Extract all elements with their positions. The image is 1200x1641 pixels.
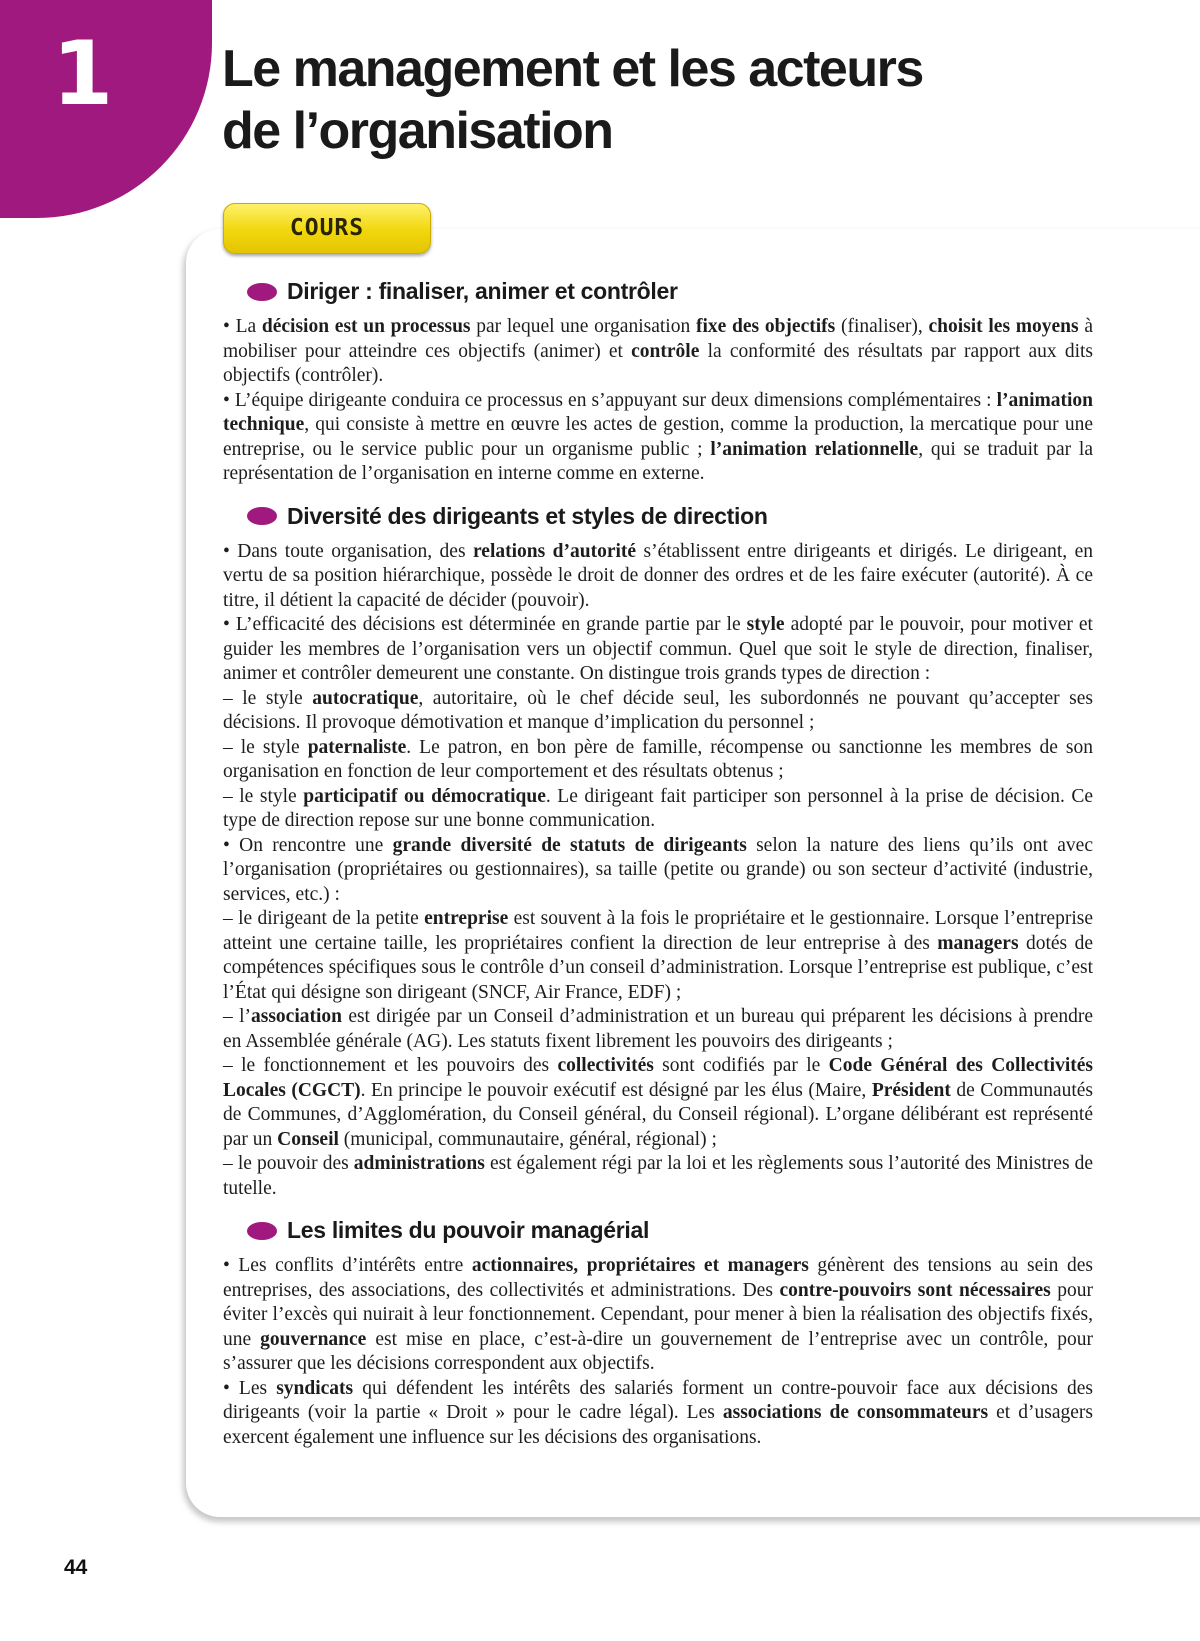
section-title (247, 503, 1093, 530)
paragraph: • On rencontre une grande diversité de statuts de dirigeants selon la nature des liens qu’ils ont avec l’organisation (propriétaires ou gestionnaires), sa taille (petite ou grande) ou son secteur d’activité (industrie, services, etc.) : (223, 834, 1093, 905)
course-content (223, 278, 1093, 1450)
bullet-dot-icon (247, 507, 277, 525)
paragraph: • La décision est un processus par lequel une organisation fixe des objectifs (finaliser), choisit les moyens à mobiliser pour atteindre ces objectifs (animer) et contrôle la conformité des résultats par rapport aux dits objectifs (contrôler). (223, 316, 1094, 386)
paragraph: • Les conflits d’intérêts entre actionnaires, propriétaires et managers génèrent des tensions au sein des entreprises, des associations, des collectivités et administrations. Des contre-pouvoirs sont nécessaires pour éviter l’excès qui nuirait à leur fonctionnement. Cependant, pour mener à bien la réalisation des objectifs fixés, une gouvernance est mise en place, c’est-à-dire un gouvernement de l’entreprise avec un contrôle, pour s’assurer que les décisions correspondent aux objectifs. (223, 1255, 1094, 1374)
section-title (247, 1217, 1093, 1244)
page-number: 44 (64, 1556, 88, 1579)
section-diriger (223, 278, 1093, 487)
paragraph: – le style paternaliste. Le patron, en bon père de famille, récompense ou sanctionne les membres de son organisation en fonction de leur comportement et des résultats obtenus ; (223, 736, 1093, 782)
paragraph: – le fonctionnement et les pouvoirs des collectivités sont codifiés par le Code Général des Collectivités Locales (CGCT). En principe le pouvoir exécutif est désigné par les élus (Maire, Président de Communautés de Communes, d’Agglomération, du Conseil général, du Conseil régional). L’organe délibérant est représenté par un Conseil (municipal, communautaire, général, régional) ; (223, 1055, 1093, 1150)
paragraph: • Dans toute organisation, des relations d’autorité s’établissent entre dirigeants et dirigés. Le dirigeant, en vertu de sa position hiérarchique, possède le droit de donner des ordres et de les faire exécuter (autorité). À ce titre, il détient la capacité de décider (pouvoir). (223, 540, 1093, 611)
page-title-line-2: de l’organisation (222, 102, 613, 160)
paragraph: – le style autocratique, autoritaire, où le chef décide seul, les subordonnés ne pouvant qu’accepter ses décisions. Il provoque démotivation et manque d’implication du personnel ; (223, 687, 1093, 733)
paragraph: • L’efficacité des décisions est déterminée en grande partie par le style adopté par le pouvoir, pour motiver et guider les membres de l’organisation vers un objectif commun. Quel que soit le style de direction, finaliser, animer et contrôler demeurent une constante. On distingue trois grands types de direction : (223, 614, 1093, 684)
page-title-line-1: Le management et les acteurs (222, 40, 923, 98)
section-limites (223, 1217, 1093, 1450)
paragraph: – le pouvoir des administrations est également régi par la loi et les règlements sous l’autorité des Ministres de tutelle. (223, 1153, 1094, 1199)
paragraph: – l’association est dirigée par un Conseil d’administration et un bureau qui préparent les décisions à prendre en Assemblée générale (AG). Les statuts fixent librement les pouvoirs des dirigeants ; (223, 1006, 1093, 1052)
section-diversite (223, 503, 1093, 1202)
bullet-dot-icon (247, 283, 277, 301)
section-title-text: Diversité des dirigeants et styles de direction (287, 502, 768, 529)
bullet-dot-icon (247, 1222, 277, 1240)
paragraph: – le style participatif ou démocratique. Le dirigeant fait participer son personnel à la prise de décision. Ce type de direction repose sur une bonne communication. (223, 785, 1094, 831)
page-title (222, 38, 1122, 162)
paragraph: • L’équipe dirigeante conduira ce processus en s’appuyant sur deux dimensions complémentaires : l’animation technique, qui consiste à mettre en œuvre les actes de gestion, comme la production, la mercatique pour une entreprise, ou le service public pour un organisme public ; l’animation relationnelle, qui se traduit par la représentation de l’organisation en interne comme en externe. (223, 389, 1093, 484)
section-title-text: Les limites du pouvoir managérial (287, 1217, 650, 1243)
paragraph: – le dirigeant de la petite entreprise est souvent à la fois le propriétaire et le gestionnaire. Lorsque l’entreprise atteint une certaine taille, les propriétaires confient la direction de leur entreprise à des managers dotés de compétences spécifiques sous le contrôle d’un conseil d’administration. Lorsque l’entreprise est publique, c’est l’État qui désigne son dirigeant (SNCF, Air France, EDF) ; (223, 908, 1093, 1003)
section-title-text: Diriger : finaliser, animer et contrôler (287, 278, 678, 304)
section-title (247, 278, 1093, 305)
paragraph: • Les syndicats qui défendent les intérêts des salariés forment un contre-pouvoir face aux décisions des dirigeants (voir la partie « Droit » pour le cadre légal). Les associations de consommateurs et d’usagers exercent également une influence sur les décisions des organisations. (223, 1377, 1093, 1448)
cours-badge: COURS (223, 203, 431, 254)
chapter-number: 1 (52, 22, 114, 125)
